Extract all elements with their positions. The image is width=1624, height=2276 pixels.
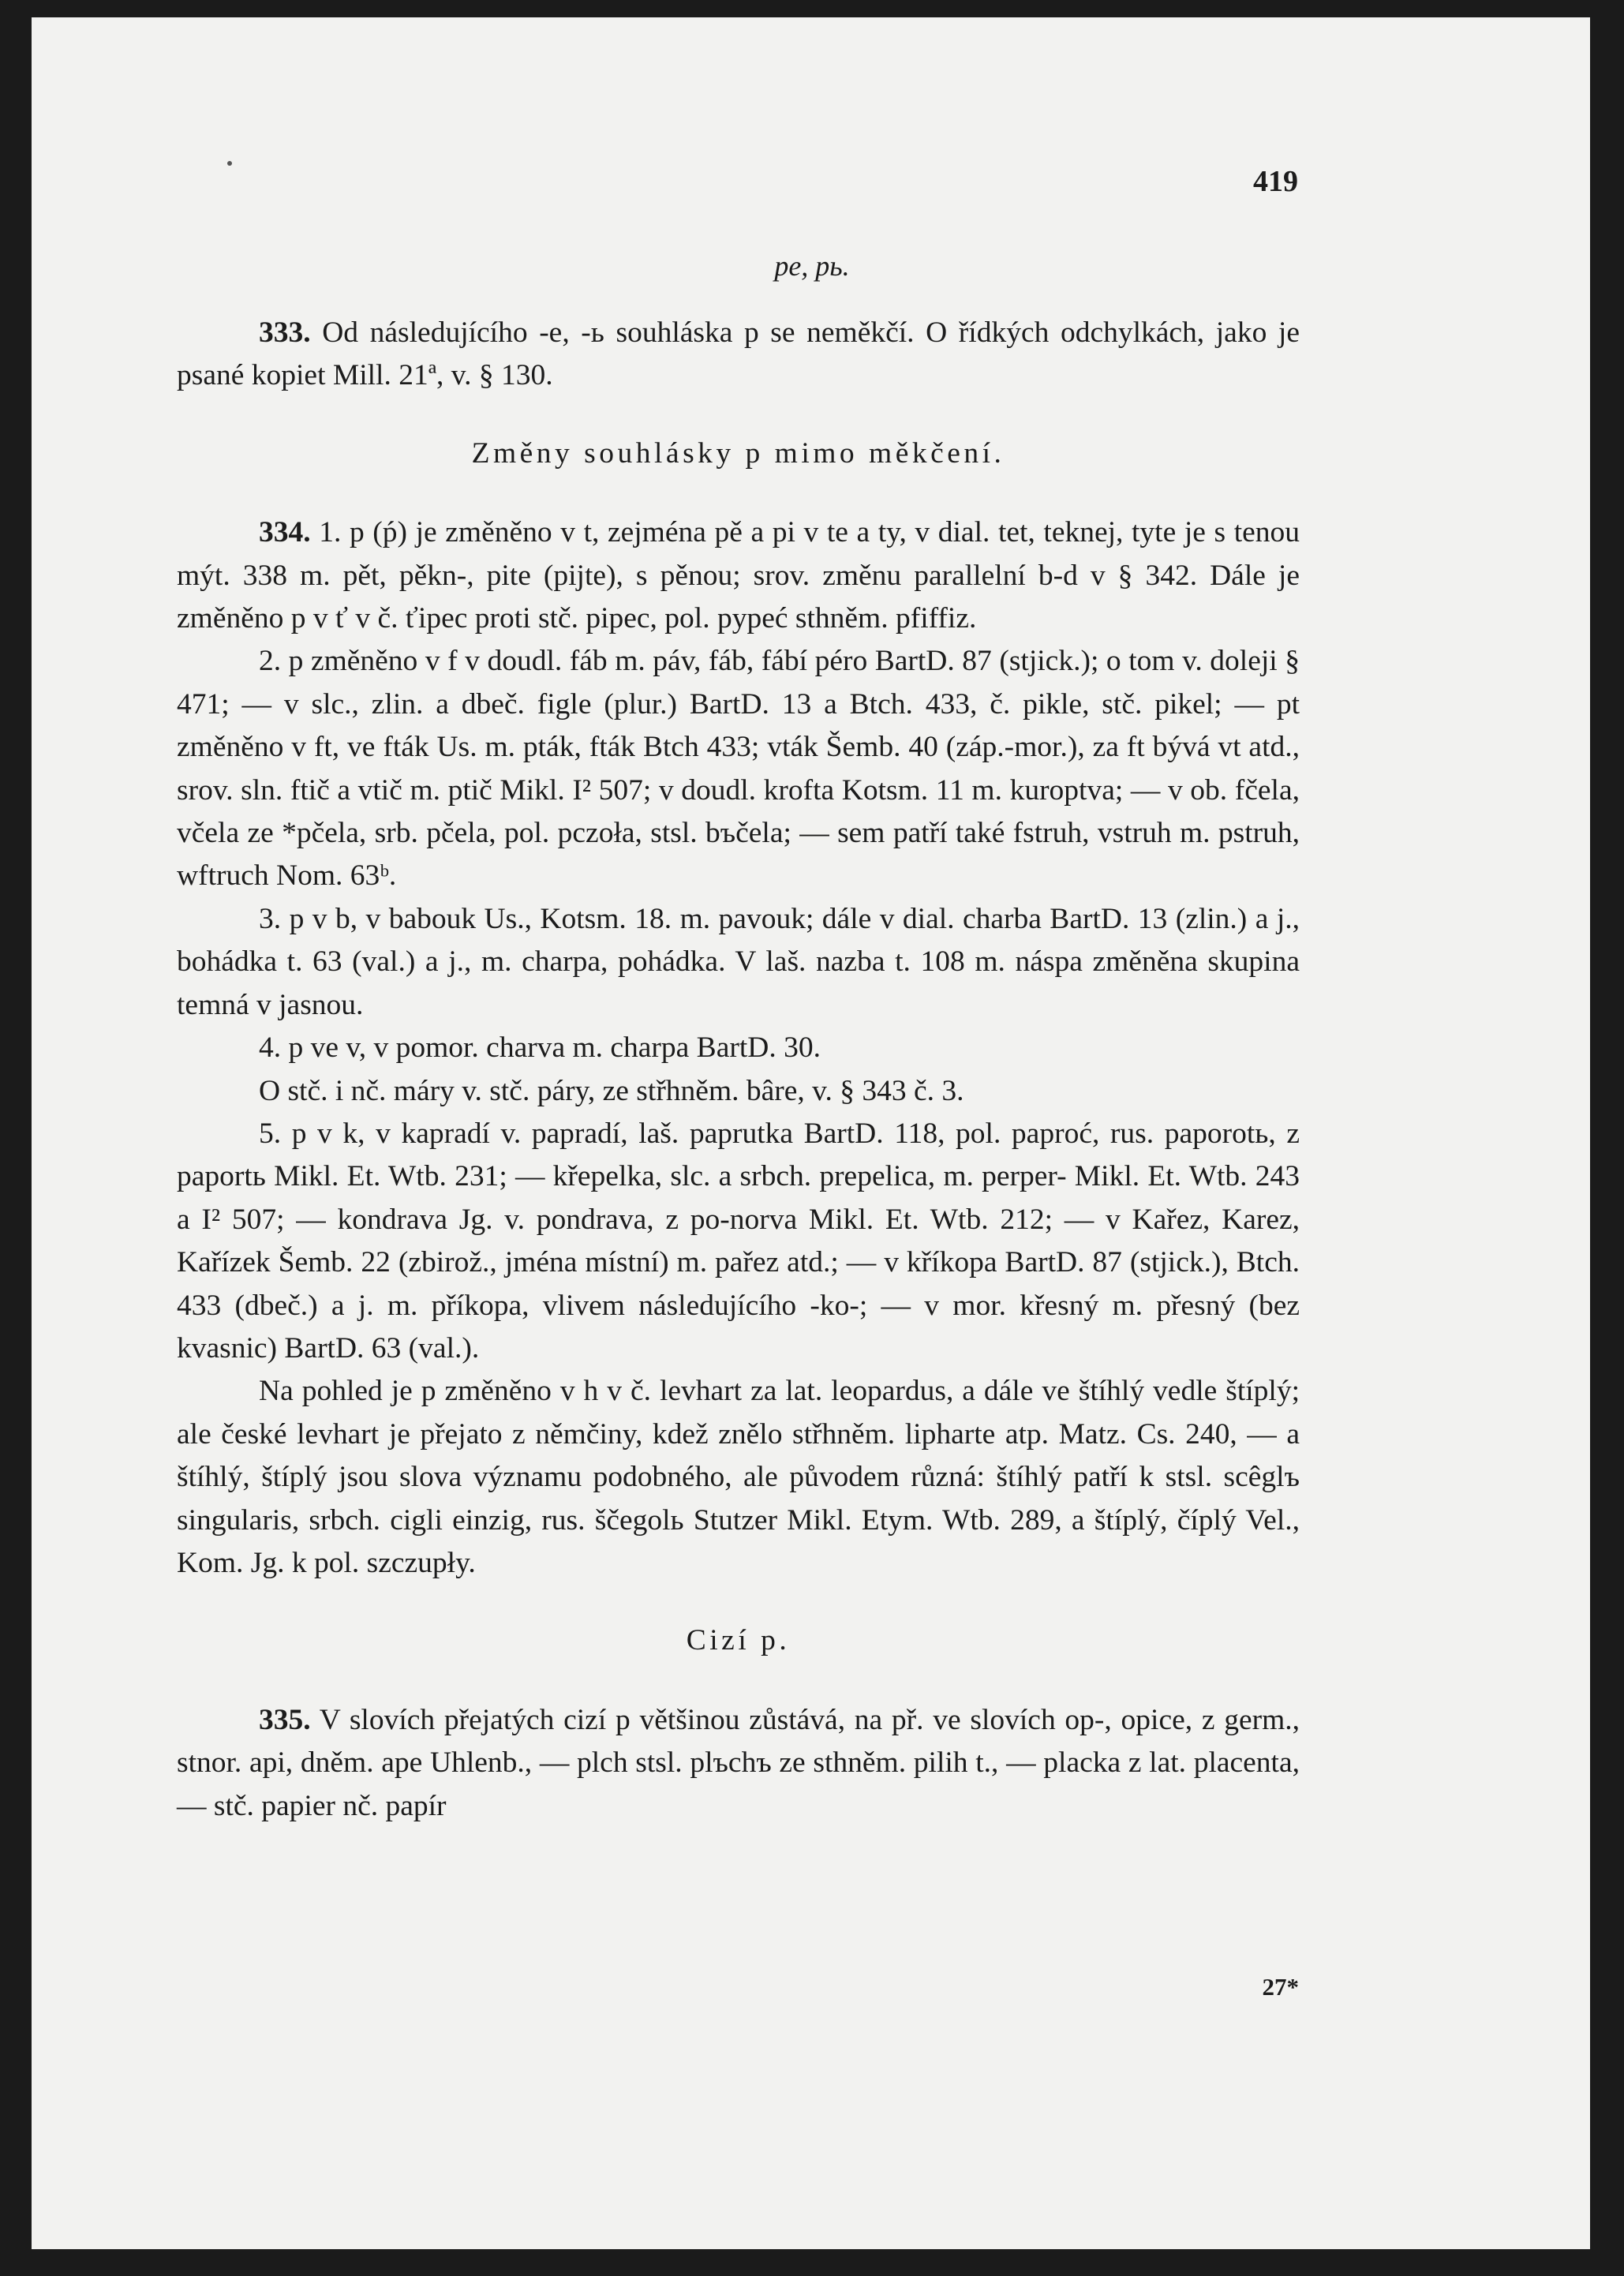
section-333-text: Od následujícího -e, -ь souhláska p se neměkčí. O řídkých odchylkách, jako je psané kopiet Mill. 21ª, v. § 130. — [177, 316, 1300, 392]
running-head: pe, pь. — [774, 250, 850, 282]
section-334-paragraph-6: 5. p v k, v kapradí v. papradí, laš. paprutka BartD. 118, pol. paproć, rus. paporotь, z paportь Mikl. Et. Wtb. 231; — křepelka, slc. a srbch. prepelica, m. perper- Mikl. Et. Wtb. 243 a I² 507; — kondrava Jg. v. pondrava, z po-norva Mikl. Et. Wtb. 212; — v Kařez, Karez, Kařízek Šemb. 22 (zbirož., jména místní) m. pařez atd.; — v kříkopa BartD. 87 (stjick.), Btch. 433 (dbeč.) a j. m. příkopa, vlivem následujícího -ko-; — v mor. křesný m. přesný (bez kvasnic) BartD. 63 (val.). — [177, 1117, 1300, 1364]
section-334-paragraph-7: Na pohled je p změněno v h v č. levhart za lat. leopardus, a dále ve štíhlý vedle štíplý; ale české levhart je přejato z němčiny, kdež znělo střhněm. lipharte atp. Matz. Cs. 240, — a štíhlý, štíplý jsou slova významu podobného, ale původem různá: štíhlý patří k stsl. scêglъ singularis, srbch. cigli einzig, rus. ščegolь Stutzer Mikl. Etym. Wtb. 289, a štíplý, číplý Vel., Kom. Jg. k pol. szczupły. — [177, 1375, 1300, 1579]
section-334-paragraph-1 — [177, 511, 1300, 640]
section-334-paragraph-4: 4. p ve v, v pomor. charva m. charpa BartD. 30. — [259, 1031, 821, 1065]
page-number: 419 — [1253, 165, 1298, 198]
section-335 — [177, 1699, 1300, 1828]
printer-signature: 27* — [1262, 1973, 1299, 2001]
section-334-paragraph-5: O stč. i nč. máry v. stč. páry, ze střhněm. bâre, v. § 343 č. 3. — [259, 1074, 964, 1107]
section-heading: Změny souhlásky p mimo měkčení. — [471, 436, 1005, 470]
section-number: 333. — [259, 316, 311, 349]
section-334-paragraph-2: 2. p změněno v f v doudl. fáb m. páv, fáb, fábí péro BartD. 87 (stjick.); o tom v. doleji § 471; — v slc., zlin. a dbeč. figle (plur.) BartD. 13 a Btch. 433, č. pikle, stč. pikel; — pt změněno v ft, ve fták Us. m. pták, fták Btch 433; vták Šemb. 40 (záp.-mor.), za ft bývá vt atd., srov. sln. ftič a vtič m. ptič Mikl. I² 507; v doudl. krofta Kotsm. 11 m. kuroptva; — v ob. fčela, včela ze *pčela, srb. pčela, pol. pczoła, stsl. bъčela; — sem patří také fstruh, vstruh m. pstruh, wftruch Nom. 63ᵇ. — [177, 645, 1300, 893]
print-speck — [227, 161, 232, 166]
paragraph-text: 1. p (ṕ) je změněno v t, zejména pě a pi v te a ty, v dial. tet, teknej, tyte je s tenou mýt. 338 m. pět, pěkn-, pite (pijte), s pěnou; srov. změnu parallelní b-d v § 342. Dále je změněno p v ť v č. ťipec proti stč. pipec, pol. pypeć sthněm. pfiffiz. — [177, 516, 1300, 635]
section-number: 335. — [259, 1703, 311, 1736]
section-334-paragraph-3: 3. p v b, v babouk Us., Kotsm. 18. m. pavouk; dále v dial. charba BartD. 13 (zlin.) a j., bohádka t. 63 (val.) a j., m. charpa, pohádka. V laš. nazba t. 108 m. náspa změněna skupina temná v jasnou. — [177, 902, 1300, 1021]
section-333 — [177, 312, 1300, 398]
section-heading-foreign-p: Cizí p. — [686, 1624, 791, 1657]
section-335-text: V slovích přejatých cizí p většinou zůstává, na př. ve slovích op-, opice, z germ., stnor. api, dněm. ape Uhlenb., — plch stsl. plъchъ ze sthněm. pilih t., — placka z lat. placenta, — stč. papier nč. papír — [177, 1703, 1300, 1822]
body-text — [177, 312, 1300, 1828]
section-number: 334. — [259, 516, 311, 549]
